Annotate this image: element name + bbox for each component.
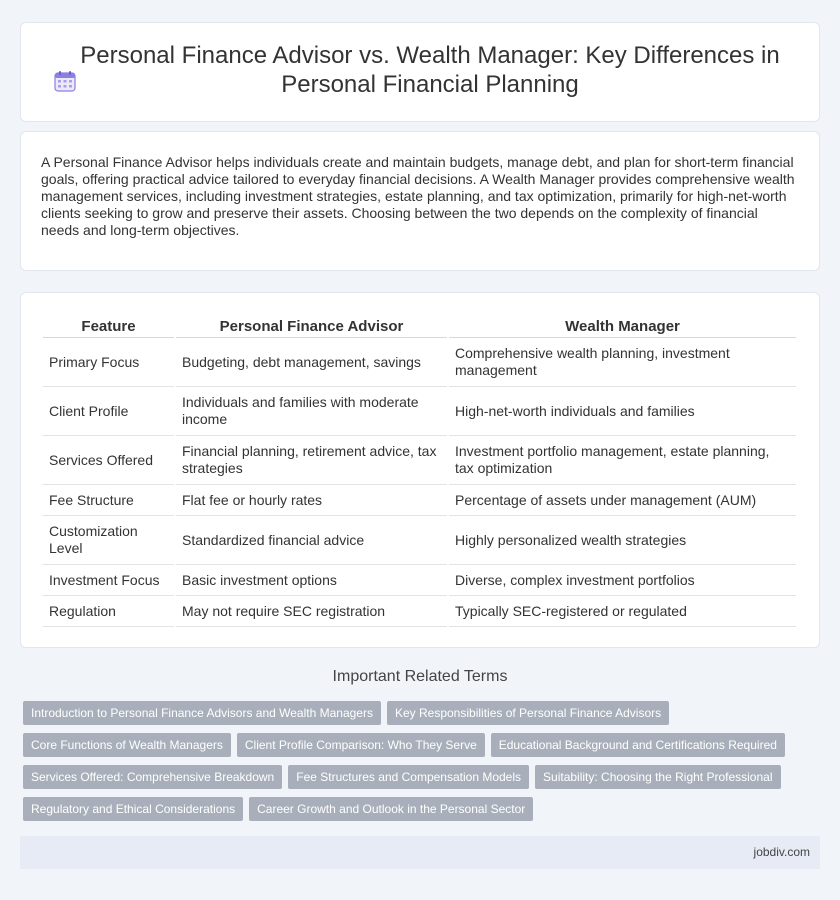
table-cell: Primary Focus bbox=[43, 338, 174, 387]
table-cell: Individuals and families with moderate income bbox=[176, 387, 447, 436]
table-header-feature: Feature bbox=[43, 316, 174, 338]
table-cell: Customization Level bbox=[43, 516, 174, 565]
table-row bbox=[43, 387, 796, 436]
table-cell: Financial planning, retirement advice, tax strategies bbox=[176, 436, 447, 485]
table-cell: May not require SEC registration bbox=[176, 596, 447, 627]
footer bbox=[20, 836, 820, 869]
comparison-card bbox=[20, 292, 820, 648]
related-term-tag[interactable]: Client Profile Comparison: Who They Serve bbox=[237, 733, 485, 757]
page-title: Personal Finance Advisor vs. Wealth Manager: Key Differences in Personal Financial Planning bbox=[80, 42, 780, 98]
comparison-table bbox=[41, 316, 798, 627]
table-cell: Client Profile bbox=[43, 387, 174, 436]
table-row bbox=[43, 596, 796, 627]
related-term-tag[interactable]: Core Functions of Wealth Managers bbox=[23, 733, 231, 757]
table-cell: Investment portfolio management, estate planning, tax optimization bbox=[449, 436, 796, 485]
related-terms-title: Important Related Terms bbox=[332, 668, 508, 685]
table-cell: Regulation bbox=[43, 596, 174, 627]
table-cell: Percentage of assets under management (AUM) bbox=[449, 485, 796, 516]
table-cell: High-net-worth individuals and families bbox=[449, 387, 796, 436]
table-cell: Flat fee or hourly rates bbox=[176, 485, 447, 516]
table-row bbox=[43, 436, 796, 485]
table-cell: Services Offered bbox=[43, 436, 174, 485]
table-cell: Budgeting, debt management, savings bbox=[176, 338, 447, 387]
table-row bbox=[43, 516, 796, 565]
related-term-tag[interactable]: Educational Background and Certifications Required bbox=[491, 733, 785, 757]
table-cell: Diverse, complex investment portfolios bbox=[449, 565, 796, 596]
table-cell: Fee Structure bbox=[43, 485, 174, 516]
intro-text: A Personal Finance Advisor helps individuals create and maintain budgets, manage debt, and plan for short-term financial goals, offering practical advice tailored to everyday financial decisions. A Wealth Manager provides comprehensive wealth management services, including investment strategies, estate planning, and tax optimization, primarily for high-net-worth clients seeking to grow and preserve their assets. Choosing between the two depends on the complexity of financial needs and long-term objectives. bbox=[41, 154, 795, 238]
table-row bbox=[43, 485, 796, 516]
related-term-tag[interactable]: Regulatory and Ethical Considerations bbox=[23, 797, 243, 821]
table-cell: Comprehensive wealth planning, investment management bbox=[449, 338, 796, 387]
related-term-tag[interactable]: Introduction to Personal Finance Advisors and Wealth Managers bbox=[23, 701, 381, 725]
table-cell: Typically SEC-registered or regulated bbox=[449, 596, 796, 627]
table-cell: Investment Focus bbox=[43, 565, 174, 596]
footer-site-link[interactable]: jobdiv.com bbox=[753, 845, 810, 859]
related-term-tag[interactable]: Services Offered: Comprehensive Breakdown bbox=[23, 765, 282, 789]
related-term-tag[interactable]: Career Growth and Outlook in the Personal Sector bbox=[249, 797, 533, 821]
header-card bbox=[20, 22, 820, 122]
table-row bbox=[43, 565, 796, 596]
table-header-advisor: Personal Finance Advisor bbox=[176, 316, 447, 338]
table-cell: Highly personalized wealth strategies bbox=[449, 516, 796, 565]
table-header-manager: Wealth Manager bbox=[449, 316, 796, 338]
related-terms-list bbox=[23, 701, 813, 829]
intro-card bbox=[20, 131, 820, 271]
related-term-tag[interactable]: Key Responsibilities of Personal Finance Advisors bbox=[387, 701, 669, 725]
related-term-tag[interactable]: Suitability: Choosing the Right Professional bbox=[535, 765, 780, 789]
table-cell: Basic investment options bbox=[176, 565, 447, 596]
table-row bbox=[43, 338, 796, 387]
table-cell: Standardized financial advice bbox=[176, 516, 447, 565]
related-term-tag[interactable]: Fee Structures and Compensation Models bbox=[288, 765, 529, 789]
